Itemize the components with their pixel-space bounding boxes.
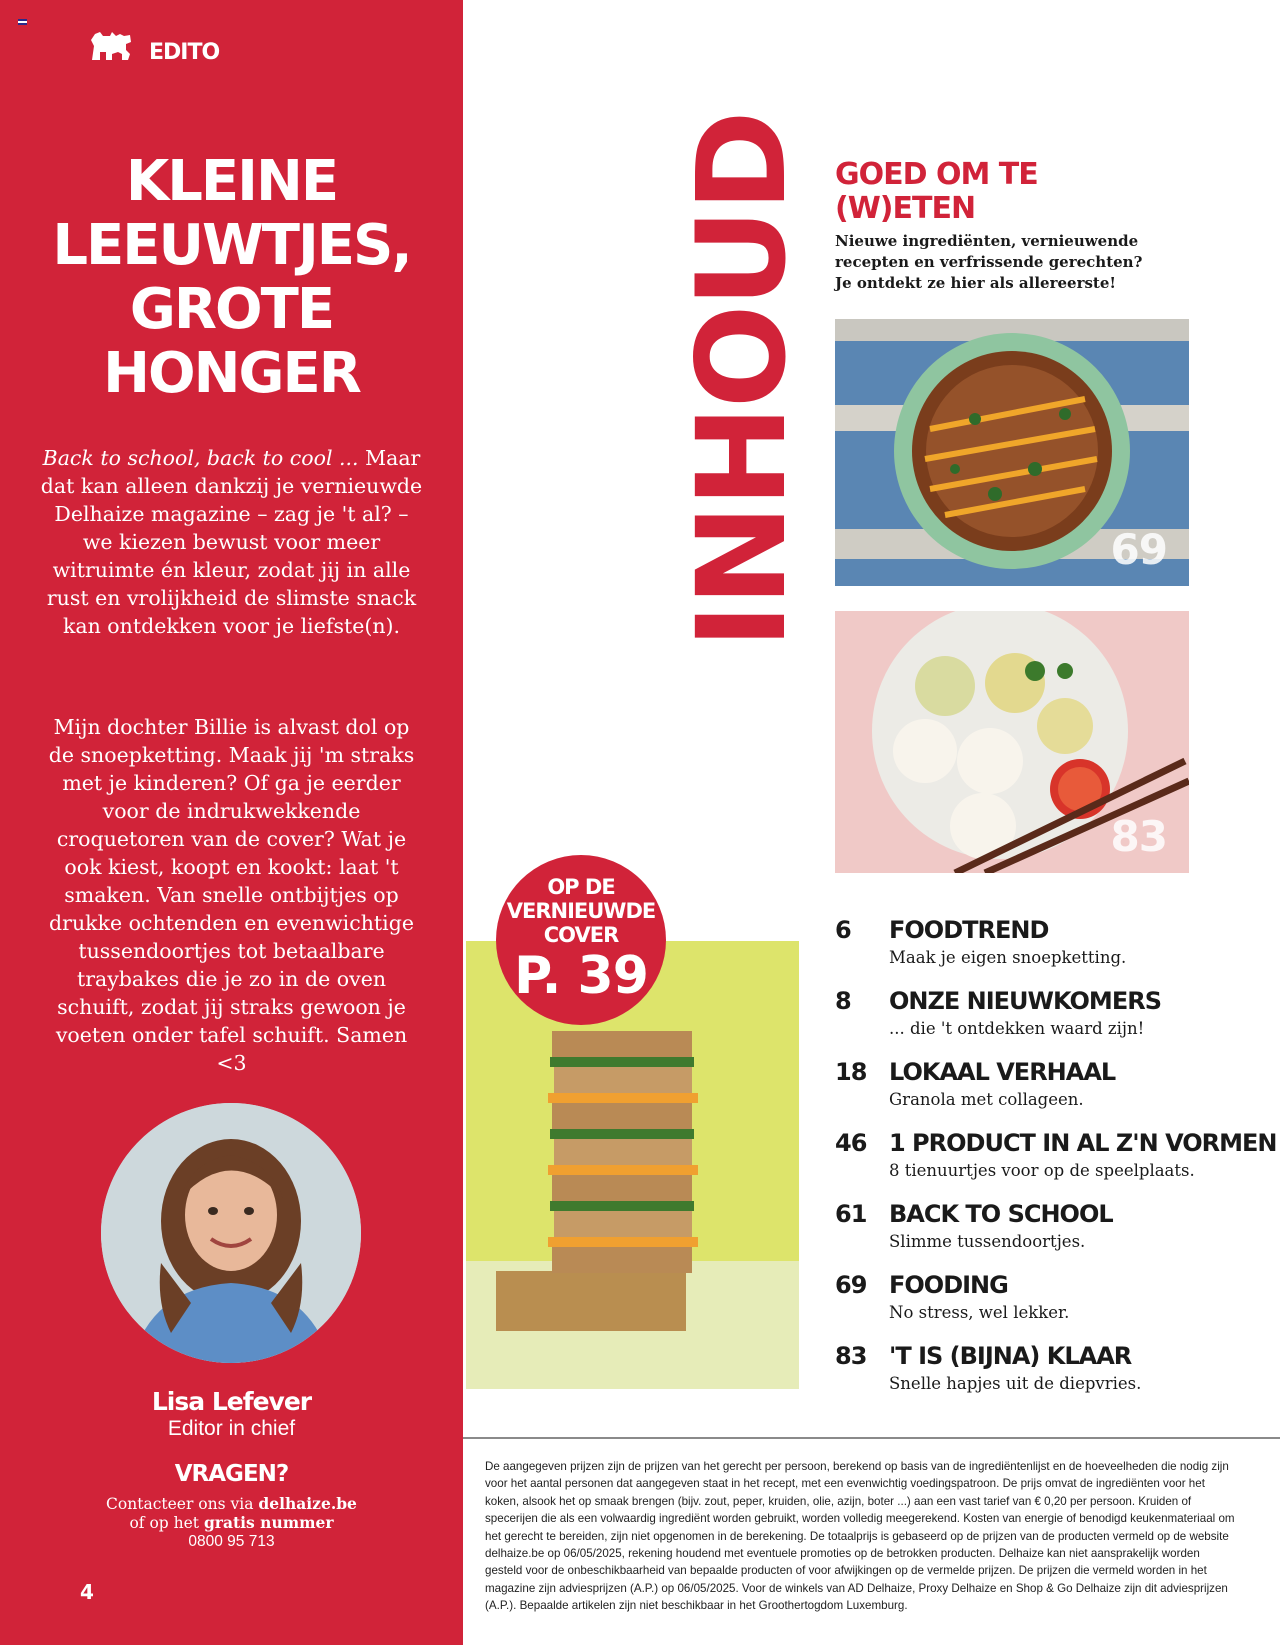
badge-page: P. 39 [514, 946, 648, 1006]
toc-page-number: 46 [835, 1129, 867, 1157]
toc-page-number: 61 [835, 1200, 867, 1228]
free-number-label: gratis nummer [203, 1513, 334, 1532]
feature-title: GOED OM TE (W)ETEN [835, 157, 1038, 226]
inhoud-title-wrap [671, 113, 813, 649]
toc-page-number: 69 [835, 1271, 867, 1299]
toc-description: Slimme tussendoortjes. [889, 1232, 1086, 1251]
editor-role: Editor in chief [167, 1417, 296, 1440]
table-of-contents [835, 916, 1277, 1413]
flag-icon [18, 19, 27, 25]
toc-item[interactable] [835, 1200, 1255, 1271]
toc-description: Maak je eigen snoepketting. [889, 948, 1127, 967]
toc-page-number: 6 [835, 916, 851, 944]
badge-line-2: VERNIEUWDE [506, 899, 656, 923]
toc-description: 8 tienuurtjes voor op de speelplaats. [889, 1161, 1195, 1180]
price-disclaimer: De aangegeven prijzen zijn de prijzen van het gerecht per persoon, berekend op basis van de ingrediëntenlijst en de hoeveelheden die nodig zijn voor het aantal personen dat aangegeven staat in het recept, met een evenwichtig voedingspatroon. De prijs omvat de ingrediënten voor het koken, alsook het op smaak brengen (bijv. zout, peper, kruiden, olie, azijn, boter ...) aan een vast tarief van € 0,20 per persoon. Kruiden of specerijen die als een volwaardig ingrediënt worden gebruikt, worden volledig meegerekend. Kosten van energie of benodigd keukenmateriaal om het gerecht te bereiden, zijn niet opgenomen in de berekening. De totaalprijs is gebaseerd op de prijzen van de producten vermeld op de website delhaize.be op 06/05/2025, rekening houdend met eventuele promoties op de betrokken producten. Delhaize kan niet aansprakelijk worden gesteld voor de onbeschikbaarheid van bepaalde producten of voor afwijkingen op de vermelde prijzen. De prijzen die vermeld worden in het magazine zijn adviesprijzen (A.P.) op 06/05/2025. Voor de winkels van AD Delhaize, Proxy Delhaize en Shop & Go Delhaize zijn dit adviesprijzen (A.P.). Bepaalde artikelen zijn niet beschikbaar in het Groothertogdom Luxemburg. [485, 1460, 1235, 1613]
contact-line-2 [40, 1513, 423, 1532]
contact-mid: of op het [129, 1514, 204, 1532]
toc-title: FOODTREND [889, 916, 1049, 944]
contact-prefix: Contacteer ons via [106, 1495, 259, 1513]
toc-title: LOKAAL VERHAAL [889, 1058, 1116, 1086]
edito-headline: KLEINE LEEUWTJES, GROTE HONGER [52, 149, 411, 406]
intro-italic: Back to school, back to cool ... [42, 446, 359, 470]
sandwich-tower-photo[interactable] [466, 941, 799, 1389]
toc-item[interactable] [835, 916, 1255, 987]
badge-line-1: OP DE [547, 875, 615, 899]
toc-item[interactable] [835, 1129, 1277, 1200]
toc-description: Granola met collageen. [889, 1090, 1084, 1109]
toc-description: ... die 't ontdekken waard zijn! [889, 1019, 1145, 1038]
inhoud-title: INHOUD [671, 113, 813, 649]
editor-name: Lisa Lefever [151, 1387, 312, 1416]
divider [463, 1437, 1280, 1439]
contact-website-link[interactable]: delhaize.be [258, 1494, 357, 1513]
questions-title: VRAGEN? [174, 1461, 289, 1487]
photo-page-number: 83 [1110, 812, 1167, 861]
edito-column [0, 0, 463, 1645]
toc-title: FOODING [889, 1271, 1008, 1299]
toc-item[interactable] [835, 1342, 1255, 1413]
phone-number[interactable]: 0800 95 713 [188, 1533, 275, 1550]
toc-page-number: 83 [835, 1342, 867, 1370]
editor-portrait [101, 1103, 361, 1363]
feature-text: Nieuwe ingrediënten, vernieuwende recepten en verfrissende gerechten? Je ontdekt ze hier als allereerste! [835, 232, 1143, 292]
toc-page-number: 18 [835, 1058, 867, 1086]
dimsum-photo[interactable] [835, 611, 1189, 873]
badge-line-3: COVER [543, 923, 619, 947]
toc-description: No stress, wel lekker. [889, 1303, 1070, 1322]
page-number: 4 [80, 1580, 93, 1604]
toc-title: 'T IS (BIJNA) KLAAR [889, 1342, 1132, 1370]
toc-item[interactable] [835, 1058, 1255, 1129]
section-label: EDITO [149, 40, 220, 65]
delhaize-lion-logo-icon [90, 30, 132, 62]
toc-description: Snelle hapjes uit de diepvries. [889, 1374, 1142, 1393]
edito-body: Mijn dochter Billie is alvast dol op de snoepketting. Maak jij 'm straks met je kinderen? Of ga je eerder voor de indrukwekkende croquetoren van de cover? Wat je ook kiest, koopt en kookt: laat 't smaken. Van snelle ontbijtjes op drukke ochtenden en evenwichtige tussendoortjes tot betaalbare traybakes die je zo in de oven schuift, zodat jij straks gewoon je voeten onder tafel schuift. Samen <3 [48, 715, 415, 1075]
toc-item[interactable] [835, 987, 1255, 1058]
edito-intro [40, 444, 423, 640]
cover-badge[interactable] [496, 855, 666, 1025]
intro-text: Maar dat kan alleen dankzij je vernieuwde Delhaize magazine – zag je 't al? – we kiezen bewust voor meer witruimte én kleur, zodat jij in alle rust en vrolijkheid de slimste snack kan ontdekken voor je liefste(n). [40, 446, 423, 638]
toc-title: ONZE NIEUWKOMERS [889, 987, 1161, 1015]
okonomiyaki-photo[interactable] [835, 319, 1189, 586]
contact-line [40, 1494, 423, 1513]
toc-page-number: 8 [835, 987, 851, 1015]
toc-title: 1 PRODUCT IN AL Z'N VORMEN [889, 1129, 1277, 1157]
toc-title: BACK TO SCHOOL [889, 1200, 1113, 1228]
toc-item[interactable] [835, 1271, 1255, 1342]
photo-page-number: 69 [1110, 525, 1167, 574]
